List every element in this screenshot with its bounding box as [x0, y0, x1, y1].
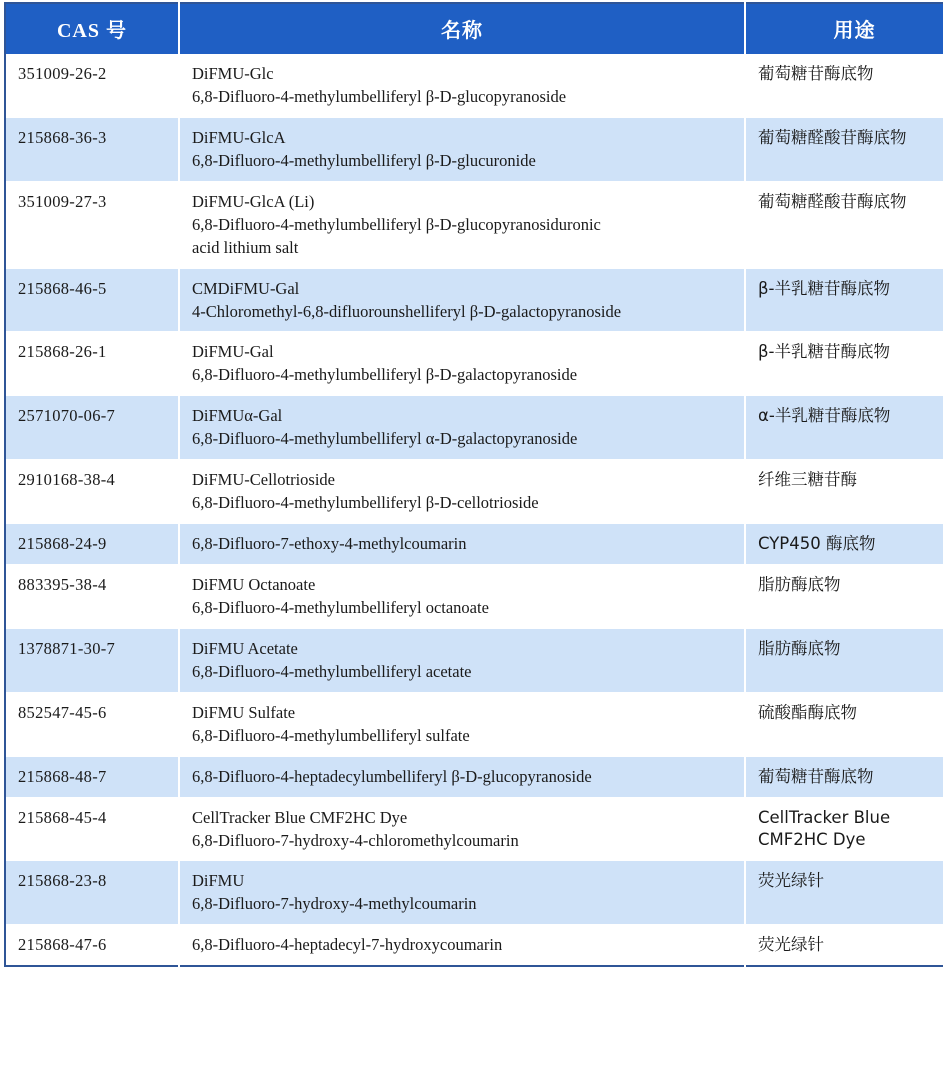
column-header-cas: CAS 号 — [5, 3, 179, 54]
usage-line: CellTracker Blue — [758, 807, 891, 827]
compound-name-line: 4-Chloromethyl-6,8-difluorounshelliferyl β-D-galactopyranoside — [192, 301, 622, 321]
compound-name-line: 6,8-Difluoro-4-methylumbelliferyl β-D-galactopyranoside — [192, 365, 578, 385]
usage-line: β-半乳糖苷酶底物 — [758, 278, 890, 298]
cell-usage — [745, 181, 943, 268]
usage-line: CYP450 酶底物 — [758, 534, 876, 554]
cell-compound-name — [179, 117, 745, 181]
cell-usage — [745, 460, 943, 524]
compound-name-line: CMDiFMU-Gal — [192, 278, 300, 298]
column-header-use: 用途 — [745, 3, 943, 54]
compound-name-line: 6,8-Difluoro-4-methylumbelliferyl sulfate — [192, 725, 470, 745]
compound-name-line: 6,8-Difluoro-7-hydroxy-4-chloromethylcoumarin — [192, 830, 519, 850]
cell-usage — [745, 797, 943, 861]
compound-name-line: 6,8-Difluoro-4-methylumbelliferyl octanoate — [192, 597, 489, 617]
table-row — [5, 756, 943, 797]
cell-cas-number: 1378871-30-7 — [5, 628, 179, 692]
cell-cas-number: 215868-26-1 — [5, 332, 179, 396]
table-row — [5, 460, 943, 524]
usage-line: 脂肪酶底物 — [758, 575, 841, 594]
cell-cas-number: 215868-47-6 — [5, 925, 179, 966]
cell-cas-number: 883395-38-4 — [5, 565, 179, 629]
cell-cas-number: 215868-46-5 — [5, 268, 179, 332]
compound-name-line: DiFMU Acetate — [192, 638, 298, 658]
usage-line: 荧光绿针 — [758, 935, 824, 955]
cell-compound-name — [179, 797, 745, 861]
table-row — [5, 117, 943, 181]
compound-name-line: DiFMU-Gal — [192, 342, 274, 362]
compound-name-line: 6,8-Difluoro-4-methylumbelliferyl acetate — [192, 661, 472, 681]
cell-compound-name — [179, 925, 745, 966]
cell-compound-name — [179, 460, 745, 524]
compound-name-line: 6,8-Difluoro-4-methylumbelliferyl β-D-glucopyranosiduronic — [192, 214, 601, 234]
cell-cas-number: 2571070-06-7 — [5, 396, 179, 460]
cell-usage — [745, 861, 943, 925]
cell-compound-name — [179, 756, 745, 797]
compound-name-line: CellTracker Blue CMF2HC Dye — [192, 807, 408, 827]
cell-usage — [745, 54, 943, 117]
compound-name-line: 6,8-Difluoro-4-methylumbelliferyl β-D-cellotrioside — [192, 493, 539, 513]
cell-compound-name — [179, 861, 745, 925]
table-header-row — [5, 3, 943, 54]
compound-name-line: 6,8-Difluoro-4-heptadecylumbelliferyl β-D-glucopyranoside — [192, 766, 592, 786]
cell-cas-number: 215868-24-9 — [5, 524, 179, 565]
usage-line: 葡萄糖苷酶底物 — [758, 766, 874, 786]
cell-usage — [745, 628, 943, 692]
cas-compound-table — [4, 2, 943, 967]
cell-compound-name — [179, 565, 745, 629]
cell-usage — [745, 756, 943, 797]
usage-line: 葡萄糖醛酸苷酶底物 — [758, 191, 907, 211]
cell-compound-name — [179, 181, 745, 268]
cell-compound-name — [179, 692, 745, 756]
table-row — [5, 692, 943, 756]
usage-line: 葡萄糖醛酸苷酶底物 — [758, 127, 907, 147]
usage-line: CMF2HC Dye — [758, 829, 866, 849]
table-row — [5, 268, 943, 332]
table-row — [5, 396, 943, 460]
cell-usage — [745, 692, 943, 756]
table-row — [5, 332, 943, 396]
cell-usage — [745, 268, 943, 332]
compound-name-line: DiFMU Octanoate — [192, 575, 316, 594]
compound-name-line: DiFMU Sulfate — [192, 702, 296, 722]
cell-cas-number: 215868-23-8 — [5, 861, 179, 925]
table-row — [5, 797, 943, 861]
cell-usage — [745, 332, 943, 396]
compound-name-line: 6,8-Difluoro-4-methylumbelliferyl α-D-galactopyranoside — [192, 429, 578, 449]
cell-compound-name — [179, 524, 745, 565]
compound-name-line: 6,8-Difluoro-7-hydroxy-4-methylcoumarin — [192, 894, 477, 914]
compound-name-line: DiFMU-Glc — [192, 64, 274, 83]
cell-compound-name — [179, 628, 745, 692]
compound-name-line: DiFMUα-Gal — [192, 406, 283, 426]
usage-line: 纤维三糖苷酶 — [758, 470, 857, 490]
compound-name-line: 6,8-Difluoro-4-heptadecyl-7-hydroxycoumarin — [192, 935, 503, 955]
cell-usage — [745, 117, 943, 181]
table-row — [5, 861, 943, 925]
compound-name-line: DiFMU — [192, 871, 245, 891]
cell-usage — [745, 524, 943, 565]
table-row — [5, 925, 943, 966]
cell-cas-number: 215868-45-4 — [5, 797, 179, 861]
compound-name-line: 6,8-Difluoro-4-methylumbelliferyl β-D-glucopyranoside — [192, 86, 567, 106]
cell-compound-name — [179, 332, 745, 396]
usage-line: α-半乳糖苷酶底物 — [758, 406, 891, 426]
cell-cas-number: 351009-27-3 — [5, 181, 179, 268]
table-row — [5, 54, 943, 117]
compound-name-line: DiFMU-GlcA (Li) — [192, 191, 315, 211]
cell-cas-number: 351009-26-2 — [5, 54, 179, 117]
table-row — [5, 181, 943, 268]
compound-name-line: 6,8-Difluoro-7-ethoxy-4-methylcoumarin — [192, 534, 467, 554]
cell-compound-name — [179, 268, 745, 332]
table-header — [5, 3, 943, 54]
cell-compound-name — [179, 396, 745, 460]
compound-name-line: acid lithium salt — [192, 237, 299, 257]
usage-line: 硫酸酯酶底物 — [758, 702, 857, 722]
cell-usage — [745, 565, 943, 629]
cell-usage — [745, 925, 943, 966]
cell-usage — [745, 396, 943, 460]
cell-cas-number: 852547-45-6 — [5, 692, 179, 756]
compound-name-line: 6,8-Difluoro-4-methylumbelliferyl β-D-glucuronide — [192, 150, 536, 170]
table-body — [5, 54, 943, 966]
cell-cas-number: 215868-36-3 — [5, 117, 179, 181]
compound-name-line: DiFMU-Cellotrioside — [192, 470, 335, 490]
compound-name-line: DiFMU-GlcA — [192, 127, 286, 147]
cell-cas-number: 2910168-38-4 — [5, 460, 179, 524]
usage-line: 脂肪酶底物 — [758, 638, 841, 658]
table-row — [5, 524, 943, 565]
usage-line: β-半乳糖苷酶底物 — [758, 342, 890, 362]
column-header-name: 名称 — [179, 3, 745, 54]
cell-compound-name — [179, 54, 745, 117]
usage-line: 葡萄糖苷酶底物 — [758, 64, 874, 83]
table-row — [5, 565, 943, 629]
usage-line: 荧光绿针 — [758, 871, 824, 891]
cell-cas-number: 215868-48-7 — [5, 756, 179, 797]
table-row — [5, 628, 943, 692]
